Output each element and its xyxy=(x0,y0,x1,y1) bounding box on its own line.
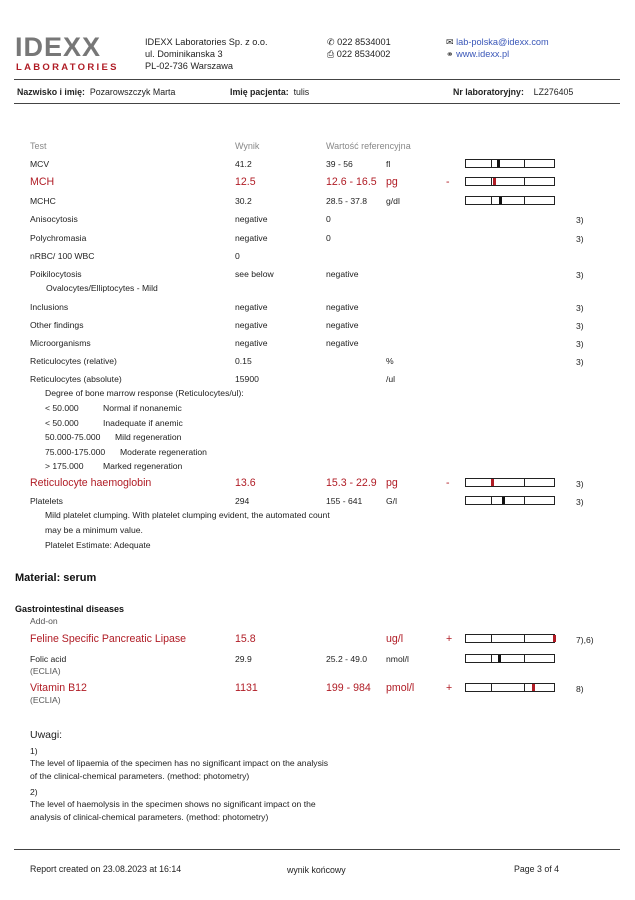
serum-test-name: Feline Specific Pancreatic Lipase xyxy=(30,633,187,645)
test-result: 30.2 xyxy=(235,196,252,206)
owner-field xyxy=(17,87,175,97)
test-name: Poikilocytosis xyxy=(30,269,82,279)
test-flag: - xyxy=(446,477,450,489)
test-result: negative xyxy=(235,302,268,312)
remark-text-line: The level of haemolysis in the specimen shows no significant impact on the xyxy=(30,799,316,809)
platelet-note-line: Platelet Estimate: Adequate xyxy=(45,540,151,550)
test-name: Reticulocytes (absolute) xyxy=(30,374,122,384)
bar-marker xyxy=(502,497,505,504)
website-link[interactable]: www.idexx.pl xyxy=(456,49,510,59)
test-footnote: 3) xyxy=(576,339,584,349)
lab-number-field xyxy=(453,87,573,97)
column-test: Test xyxy=(30,141,47,151)
owner-value: Pozarowszczyk Marta xyxy=(89,87,176,97)
idexx-logo-subtitle: LABORATORIES xyxy=(16,62,119,73)
test-result: 13.6 xyxy=(235,477,256,489)
serum-test-unit: ug/l xyxy=(386,633,404,645)
test-reference: 0 xyxy=(326,233,331,243)
test-result: 0 xyxy=(235,251,240,261)
bar-divider xyxy=(491,178,492,185)
test-result: negative xyxy=(235,233,268,243)
remark-number: 2) xyxy=(30,787,38,797)
bar-marker xyxy=(498,655,501,662)
test-name: Other findings xyxy=(30,320,84,330)
test-result: 41.2 xyxy=(235,159,252,169)
test-result: 12.5 xyxy=(235,176,256,188)
bar-divider xyxy=(524,684,525,691)
test-result: negative xyxy=(235,214,268,224)
test-unit: pg xyxy=(386,176,398,188)
test-reference: negative xyxy=(326,320,359,330)
phone-icon: ✆ xyxy=(327,37,335,47)
idexx-logo: IDEXX xyxy=(15,32,102,62)
serum-test-unit: nmol/l xyxy=(386,654,409,664)
bar-divider xyxy=(491,197,492,204)
test-footnote: 3) xyxy=(576,497,584,507)
serum-test-method: (ECLIA) xyxy=(30,666,61,676)
serum-test-result: 29.9 xyxy=(235,654,252,664)
marrow-interpretation: Normal if nonanemic xyxy=(103,403,182,413)
test-reference: negative xyxy=(326,269,359,279)
bar-marker xyxy=(497,160,500,167)
test-reference: 155 - 641 xyxy=(326,496,363,506)
mail-icon: ✉ xyxy=(446,37,454,47)
serum-test-flag: + xyxy=(446,633,453,645)
pet-label: Imię pacjenta: xyxy=(230,87,289,97)
lab-number-value: LZ276405 xyxy=(533,87,574,97)
bar-divider xyxy=(491,635,492,642)
test-unit: pg xyxy=(386,477,398,489)
test-name: MCHC xyxy=(30,196,56,206)
test-footnote: 3) xyxy=(576,270,584,280)
remarks-title: Uwagi: xyxy=(30,729,63,741)
serum-test-result: 15.8 xyxy=(235,633,256,645)
platelet-note-line: may be a minimum value. xyxy=(45,525,143,535)
test-reference: 39 - 56 xyxy=(326,159,353,169)
test-result: 294 xyxy=(235,496,250,506)
report-status: wynik końcowy xyxy=(287,865,346,875)
fax-icon: ⎙ xyxy=(327,49,335,59)
header-divider-bottom xyxy=(14,103,620,104)
test-footnote: 3) xyxy=(576,479,584,489)
bar-divider xyxy=(524,160,525,167)
reference-range-bar xyxy=(465,496,555,505)
bar-divider xyxy=(491,497,492,504)
marrow-range: < 50.000 xyxy=(45,403,79,413)
remark-number: 1) xyxy=(30,746,38,756)
test-unit: /ul xyxy=(386,374,396,384)
company-street: ul. Dominikanska 3 xyxy=(145,49,223,59)
phone-number: 022 8534001 xyxy=(337,37,391,47)
serum-test-reference: 199 - 984 xyxy=(326,682,371,694)
bar-marker xyxy=(493,178,496,185)
fax-line xyxy=(327,49,390,60)
test-name: Inclusions xyxy=(30,302,69,312)
test-name: Reticulocyte haemoglobin xyxy=(30,477,152,489)
test-reference: 12.6 - 16.5 xyxy=(326,176,377,188)
serum-test-reference: 25.2 - 49.0 xyxy=(326,654,368,664)
test-reference: negative xyxy=(326,338,359,348)
remark-text-line: of the clinical-chemical parameters. (method: photometry) xyxy=(30,770,250,781)
addon-label: Add-on xyxy=(30,616,58,626)
test-result: see below xyxy=(235,269,274,279)
remark-text-line: The level of lipaemia of the specimen has no significant impact on the analysis xyxy=(30,758,329,768)
footer-divider xyxy=(14,849,620,850)
test-footnote: 3) xyxy=(576,321,584,331)
test-result: negative xyxy=(235,338,268,348)
marrow-interpretation: Mild regeneration xyxy=(115,432,182,442)
reference-range-bar xyxy=(465,159,555,168)
column-result: Wynik xyxy=(235,141,260,151)
test-footnote: 3) xyxy=(576,215,584,225)
serum-test-name: Vitamin B12 xyxy=(30,682,87,694)
company-name: IDEXX Laboratories Sp. z o.o. xyxy=(145,37,268,47)
serum-test-footnote: 8) xyxy=(576,684,584,694)
report-created: Report created on 23.08.2023 at 16:14 xyxy=(30,864,182,874)
marrow-range: 50.000-75.000 xyxy=(45,432,101,442)
globe-icon: ⚭ xyxy=(446,49,454,59)
test-name: Polychromasia xyxy=(30,233,87,243)
bar-divider xyxy=(524,655,525,662)
test-footnote: 3) xyxy=(576,357,584,367)
marrow-response-title: Degree of bone marrow response (Reticulocytes/ul): xyxy=(45,388,244,398)
bar-marker xyxy=(499,197,502,204)
reference-range-bar xyxy=(465,634,555,643)
company-city: PL-02-736 Warszawa xyxy=(145,61,233,71)
test-reference: 0 xyxy=(326,214,331,224)
serum-test-result: 1131 xyxy=(235,682,258,694)
column-reference: Wartość referencyjna xyxy=(326,141,411,151)
test-unit: % xyxy=(386,356,394,366)
test-unit: fl xyxy=(386,159,391,169)
bar-divider xyxy=(524,178,525,185)
bar-divider xyxy=(524,635,525,642)
bar-divider xyxy=(491,160,492,167)
test-reference: 15.3 - 22.9 xyxy=(326,477,377,489)
platelet-note-line: Mild platelet clumping. With platelet clumping evident, the automated count xyxy=(45,510,330,520)
page-number: Page 3 of 4 xyxy=(514,864,559,874)
marrow-range: 75.000-175.000 xyxy=(45,446,106,457)
phone-line xyxy=(327,37,391,48)
test-unit: G/l xyxy=(386,496,397,506)
bar-divider xyxy=(524,497,525,504)
test-reference: 28.5 - 37.8 xyxy=(326,196,368,206)
reference-range-bar xyxy=(465,196,555,205)
bar-divider xyxy=(491,655,492,662)
marrow-interpretation: Inadequate if anemic xyxy=(103,417,183,428)
test-reference: negative xyxy=(326,302,359,312)
reference-range-bar xyxy=(465,177,555,186)
serum-test-flag: + xyxy=(446,682,453,694)
test-footnote: 3) xyxy=(576,303,584,313)
serum-test-method: (ECLIA) xyxy=(30,695,61,705)
serum-test-name: Folic acid xyxy=(30,654,67,664)
test-name: Microorganisms xyxy=(30,338,91,348)
bar-divider xyxy=(524,479,525,486)
test-result: 15900 xyxy=(235,374,259,384)
lab-number-label: Nr laboratoryjny: xyxy=(453,87,524,97)
bar-marker xyxy=(553,635,556,642)
header-divider-top xyxy=(14,79,620,80)
section-gastrointestinal: Gastrointestinal diseases xyxy=(15,604,125,614)
pet-field xyxy=(230,87,309,97)
marrow-interpretation: Marked regeneration xyxy=(103,461,183,471)
test-flag: - xyxy=(446,176,450,188)
serum-test-unit: pmol/l xyxy=(386,682,415,694)
test-footnote: 3) xyxy=(576,234,584,244)
marrow-range: < 50.000 xyxy=(45,417,79,428)
bar-marker xyxy=(491,479,494,486)
material-title: Material: serum xyxy=(15,572,97,584)
reference-range-bar xyxy=(465,654,555,663)
test-unit: g/dl xyxy=(386,196,400,206)
reference-range-bar xyxy=(465,478,555,487)
web-line xyxy=(446,49,509,60)
test-name: Platelets xyxy=(30,496,63,506)
fax-number: 022 8534002 xyxy=(336,49,391,59)
test-result: 0.15 xyxy=(235,356,252,366)
remark-text-line: analysis of clinical-chemical parameters. (method: photometry) xyxy=(30,811,269,822)
bar-marker xyxy=(532,684,535,691)
marrow-range: > 175.000 xyxy=(45,461,84,471)
test-name: nRBC/ 100 WBC xyxy=(30,251,95,261)
test-name: MCH xyxy=(30,176,55,188)
owner-label: Nazwisko i imię: xyxy=(17,87,85,97)
test-result: negative xyxy=(235,320,268,330)
pet-value: tulis xyxy=(293,87,310,97)
test-name: MCV xyxy=(30,159,50,169)
bar-divider xyxy=(524,197,525,204)
test-name: Anisocytosis xyxy=(30,214,78,224)
marrow-interpretation: Moderate regeneration xyxy=(120,446,207,457)
poikilocytosis-detail: Ovalocytes/Elliptocytes - Mild xyxy=(46,283,158,293)
test-name: Reticulocytes (relative) xyxy=(30,356,117,366)
bar-divider xyxy=(491,684,492,691)
serum-test-footnote: 7),6) xyxy=(576,635,594,645)
reference-range-bar xyxy=(465,683,555,692)
email-link[interactable]: lab-polska@idexx.com xyxy=(456,37,549,47)
email-line xyxy=(446,37,549,48)
